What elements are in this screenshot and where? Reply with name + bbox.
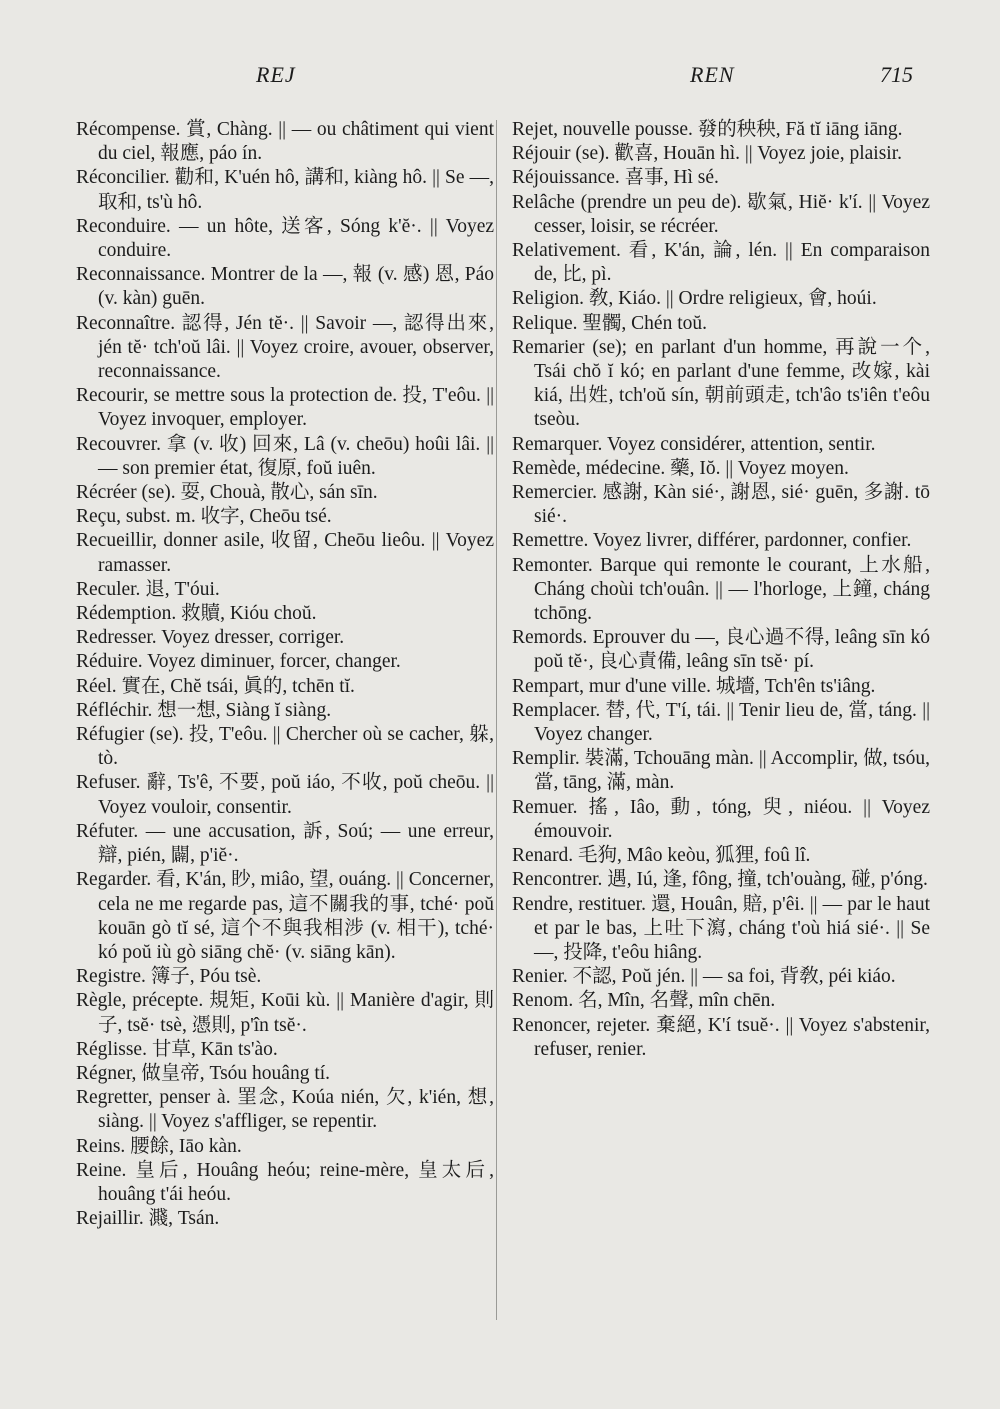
dictionary-entry: Relâche (prendre un peu de). 歇氣, Hiĕ· k'í. || Voyez cesser, loisir, se récréer. <box>512 191 930 237</box>
dictionary-entry: Remuer. 搖, Iâo, 動, tóng, 臾, niéou. || Voyez émouvoir. <box>512 796 930 842</box>
dictionary-entry: Relique. 聖髑, Chén toŭ. <box>512 312 707 334</box>
dictionary-entry: Redresser. Voyez dresser, corriger. <box>76 627 345 649</box>
dictionary-entry: Récréer (se). 耍, Chouà, 散心, sán sīn. <box>76 482 378 504</box>
dictionary-entry: Regretter, penser à. 罣念, Koúa nién, 欠, k'ién, 想, siàng. || Voyez s'affliger, se repentir. <box>76 1087 494 1133</box>
dictionary-entry: Relativement. 看, K'án, 論, lén. || En comparaison de, 比, pì. <box>512 240 930 286</box>
dictionary-entry: Réglisse. 甘草, Kān ts'ào. <box>76 1038 278 1060</box>
dictionary-entry: Remplacer. 替, 代, T'í, tái. || Tenir lieu de, 當, táng. || Voyez changer. <box>512 699 930 746</box>
dictionary-entry: Reconnaissance. Montrer de la —, 報 (v. 感) 恩, Páo (v. kàn) guēn. <box>76 264 494 310</box>
dictionary-entry: Remercier. 感謝, Kàn sié·, 謝恩, sié· guēn, 多謝. tō sié·. <box>512 482 930 528</box>
dictionary-entry: Recouvrer. 拿 (v. 收) 回來, Lâ (v. cheōu) hoûi lâi. || — son premier état, 復原, foŭ iuên. <box>76 433 494 479</box>
dictionary-entry: Remède, médecine. 藥, Iŏ. || Voyez moyen. <box>512 457 849 479</box>
column-divider <box>496 120 497 1320</box>
dictionary-entry: Religion. 敎, Kiáo. || Ordre religieux, 會, hoúi. <box>512 288 877 310</box>
dictionary-entry: Réduire. Voyez diminuer, forcer, changer. <box>76 651 401 673</box>
dictionary-entry: Reins. 腰餘, Iāo kàn. <box>76 1135 242 1157</box>
dictionary-entry: Réjouissance. 喜事, Hì sé. <box>512 167 719 189</box>
dictionary-entry: Rempart, mur d'une ville. 城墻, Tch'ên ts'iâng. <box>512 675 876 697</box>
dictionary-entry: Réel. 實在, Chĕ tsái, 眞的, tchēn tĭ. <box>76 675 355 697</box>
dictionary-entry: Reconduire. — un hôte, 送客, Sóng k'ĕ·. || Voyez conduire. <box>76 215 494 262</box>
dictionary-entry: Renard. 毛狗, Mâo keòu, 狐狸, foû lî. <box>512 845 811 867</box>
header-right-word: REN <box>690 62 735 87</box>
dictionary-entry: Registre. 簿子, Póu tsè. <box>76 966 262 988</box>
dictionary-entry: Rejaillir. 濺, Tsán. <box>76 1208 220 1230</box>
dictionary-entry: Reconnaître. 認得, Jén tĕ·. || Savoir —, 認得出來, jén tĕ· tch'oŭ lâi. || Voyez croire, avouer, observer, reconnaissance. <box>76 312 494 383</box>
dictionary-entry: Remettre. Voyez livrer, différer, pardonner, confier. <box>512 530 912 552</box>
dictionary-entry: Remarquer. Voyez considérer, attention, sentir. <box>512 433 876 455</box>
dictionary-entry: Rencontrer. 遇, Iú, 逢, fông, 撞, tch'ouàng, 碰, p'óng. <box>512 869 928 891</box>
right-column <box>512 118 930 1062</box>
dictionary-entry: Renoncer, rejeter. 棄絕, K'í tsuĕ·. || Voyez s'abstenir, refuser, renier. <box>512 1014 930 1060</box>
dictionary-entry: Renier. 不認, Poŭ jén. || — sa foi, 背敎, péi kiáo. <box>512 966 896 988</box>
dictionary-entry: Recueillir, donner asile, 收留, Cheōu lieôu. || Voyez ramasser. <box>76 530 494 576</box>
dictionary-entry: Reçu, subst. m. 收字, Cheōu tsé. <box>76 506 332 528</box>
dictionary-entry: Renom. 名, Mîn, 名聲, mîn chēn. <box>512 990 776 1012</box>
dictionary-entry: Remords. Eprouver du —, 良心過不得, leâng sīn kó poŭ tĕ·, 良心責備, leâng sīn tsĕ· pí. <box>512 627 930 673</box>
header-left-word: REJ <box>256 62 296 87</box>
dictionary-entry: Réconcilier. 勸和, K'uén hô, 講和, kiàng hô. || Se —, 取和, ts'ù hô. <box>76 167 494 213</box>
dictionary-entry: Remplir. 裝滿, Tchouāng màn. || Accomplir, 做, tsóu, 當, tāng, 滿, màn. <box>512 748 930 794</box>
dictionary-entry: Rédemption. 救贖, Kióu choŭ. <box>76 603 317 625</box>
dictionary-entry: Remonter. Barque qui remonte le courant, 上水船, Cháng choùi tch'ouân. || — l'horloge, 上鐘, cháng tchōng. <box>512 554 930 625</box>
dictionary-entry: Régner, 做皇帝, Tsóu houâng tí. <box>76 1062 331 1084</box>
dictionary-entry: Regarder. 看, K'án, 眇, miâo, 望, ouáng. || Concerner, cela ne me regarde pas, 這不關我的事, tché· poŭ kouān gò tĭ sé, 這个不與我相涉 (v. 相干), tché· kó poŭ iù gò siāng chĕ· (v. siāng kān). <box>76 869 494 963</box>
dictionary-entry: Réjouir (se). 歡喜, Houān hì. || Voyez joie, plaisir. <box>512 143 902 165</box>
dictionary-entry: Réfléchir. 想一想, Siàng ĭ siàng. <box>76 699 332 721</box>
dictionary-entry: Récompense. 賞, Chàng. || — ou châtiment qui vient du ciel, 報應, páo ín. <box>76 119 494 165</box>
dictionary-entry: Reculer. 退, T'óui. <box>76 578 220 600</box>
page-number: 715 <box>880 62 913 87</box>
dictionary-entry: Rejet, nouvelle pousse. 發的秧秧, Fă tĭ iāng iāng. <box>512 119 903 140</box>
dictionary-entry: Rendre, restituer. 還, Houân, 賠, p'êi. || — par le haut et par le bas, 上吐下瀉, cháng t'où hiá sié·. || Se —, 投降, t'eôu hiâng. <box>512 893 930 963</box>
dictionary-entry: Recourir, se mettre sous la protection de. 投, T'eôu. || Voyez invoquer, employer. <box>76 385 494 431</box>
dictionary-entry: Réfuter. — une accusation, 訴, Soú; — une erreur, 辯, pién, 闢, p'iĕ·. <box>76 820 494 867</box>
dictionary-entry: Reine. 皇后, Houâng heóu; reine-mère, 皇太后, houâng t'ái heóu. <box>76 1159 494 1205</box>
running-head <box>0 58 1000 94</box>
dictionary-entry: Refuser. 辭, Ts'ê, 不要, poŭ iáo, 不收, poŭ cheōu. || Voyez vouloir, consentir. <box>76 772 494 818</box>
dictionary-entry: Réfugier (se). 投, T'eôu. || Chercher où se cacher, 躲, tò. <box>76 724 494 770</box>
dictionary-entry: Remarier (se); en parlant d'un homme, 再說一个, Tsái chŏ ĭ kó; en parlant d'une femme, 改嫁, kài kiá, 出姓, tch'oŭ sín, 朝前頭走, tch'âo ts'iên t'eôu tseòu. <box>512 336 930 431</box>
dictionary-entry: Règle, précepte. 規矩, Koūi kù. || Manière d'agir, 則子, tsĕ· tsè, 憑則, p'în tsĕ·. <box>76 990 494 1036</box>
left-column <box>76 118 494 1231</box>
